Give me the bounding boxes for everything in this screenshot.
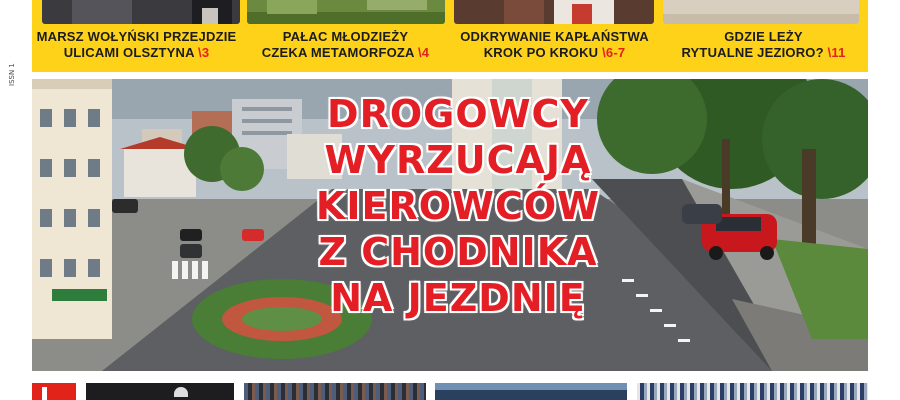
headline-line-3: KIEROWCÓW (315, 184, 601, 228)
teaser-3-page-ref: \6-7 (602, 45, 626, 60)
teaser-2[interactable] (241, 0, 450, 72)
bottom-thumb-2[interactable] (244, 383, 426, 400)
teaser-4-title-line1: GDZIE LEŻY (724, 29, 803, 44)
teaser-3[interactable] (450, 0, 659, 72)
headline-line-1: DROGOWCY (327, 92, 589, 136)
side-code: ISSN 1 (8, 63, 16, 86)
teaser-3-caption (450, 29, 659, 61)
teaser-3-title-line1: ODKRYWANIE KAPŁAŃSTWA (460, 29, 649, 44)
teaser-1-caption (32, 29, 241, 61)
headline-line-5: NA JEZDNIĘ (330, 276, 586, 320)
teaser-4[interactable] (659, 0, 868, 72)
teaser-1[interactable] (32, 0, 241, 72)
teaser-4-photo (663, 0, 859, 24)
main-headline[interactable] (298, 91, 618, 321)
teaser-4-title-line2: RYTUALNE JEZIORO? (681, 45, 824, 60)
bottom-red-tag (32, 383, 76, 400)
teaser-3-title-line2: KROK PO KROKU (483, 45, 599, 60)
teaser-1-photo (42, 0, 240, 24)
teaser-2-caption (241, 29, 450, 61)
teaser-2-title-line2: CZEKA METAMORFOZA (261, 45, 415, 60)
teaser-1-page-ref: \3 (198, 45, 210, 60)
teaser-4-caption (659, 29, 868, 61)
headline-line-4: Z CHODNIKA (318, 230, 598, 274)
teaser-3-photo (454, 0, 654, 24)
bottom-thumb-1[interactable] (86, 383, 234, 400)
headline-line-2: WYRZUCAJĄ (324, 138, 592, 182)
teaser-2-photo (247, 0, 445, 24)
teaser-1-title-line2: ULICAMI OLSZTYNA (63, 45, 195, 60)
teaser-2-page-ref: \4 (417, 45, 430, 60)
teaser-1-title-line1: MARSZ WOŁYŃSKI PRZEJDZIE (36, 29, 237, 44)
teaser-4-page-ref: \11 (827, 45, 846, 60)
hero-photo[interactable] (32, 79, 868, 371)
bottom-thumb-4[interactable] (637, 383, 868, 400)
teaser-band (32, 0, 868, 72)
teaser-2-title-line1: PAŁAC MŁODZIEŻY (282, 29, 409, 44)
bottom-thumb-3[interactable] (435, 383, 627, 400)
